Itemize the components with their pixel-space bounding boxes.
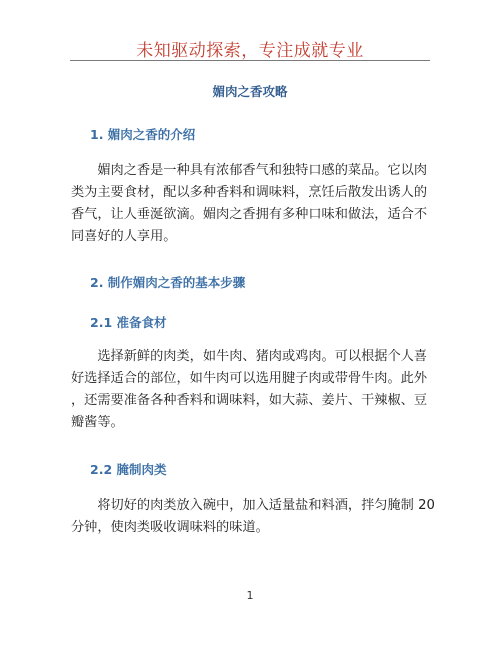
section-heading-ingredients: 2.1 准备食材: [90, 315, 167, 330]
paragraph-line: ，还需要准备各种香料和调味料，如大蒜、姜片、干辣椒、豆: [71, 393, 428, 408]
paragraph-line: 香气，让人垂涎欲滴。媚肉之香拥有多种口味和做法，适合不: [71, 207, 428, 222]
document-title: 媚肉之香攻略: [212, 84, 288, 99]
header-divider: [70, 60, 430, 61]
section-heading-steps: 2. 制作媚肉之香的基本步骤: [90, 275, 246, 290]
paragraph-line: 将切好的肉类放入碗中，加入适量盐和料酒，拌匀腌制 20: [71, 498, 435, 513]
paragraph-line: 瓣酱等。: [71, 415, 124, 430]
page-header: 未知驱动探索，专注成就专业: [136, 41, 364, 61]
paragraph-line: 好选择适合的部位，如牛肉可以选用腱子肉或带骨牛肉。此外: [71, 371, 428, 386]
marinate-paragraph: [71, 495, 433, 539]
paragraph-line: 类为主要食材，配以多种香料和调味料，烹饪后散发出诱人的: [71, 185, 428, 200]
paragraph-line: 同喜好的人享用。: [71, 229, 177, 244]
paragraph-line: 媚肉之香是一种具有浓郁香气和独特口感的菜品。它以肉: [71, 163, 428, 178]
ingredients-paragraph: [71, 346, 433, 434]
page-number: 1: [246, 589, 254, 602]
section-heading-marinate: 2.2 腌制肉类: [90, 462, 167, 477]
section-heading-intro: 1. 媚肉之香的介绍: [90, 127, 196, 142]
paragraph-line: 选择新鲜的肉类，如牛肉、猪肉或鸡肉。可以根据个人喜: [71, 349, 428, 364]
paragraph-line: 分钟，使肉类吸收调味料的味道。: [71, 520, 269, 535]
intro-paragraph: [71, 160, 433, 248]
